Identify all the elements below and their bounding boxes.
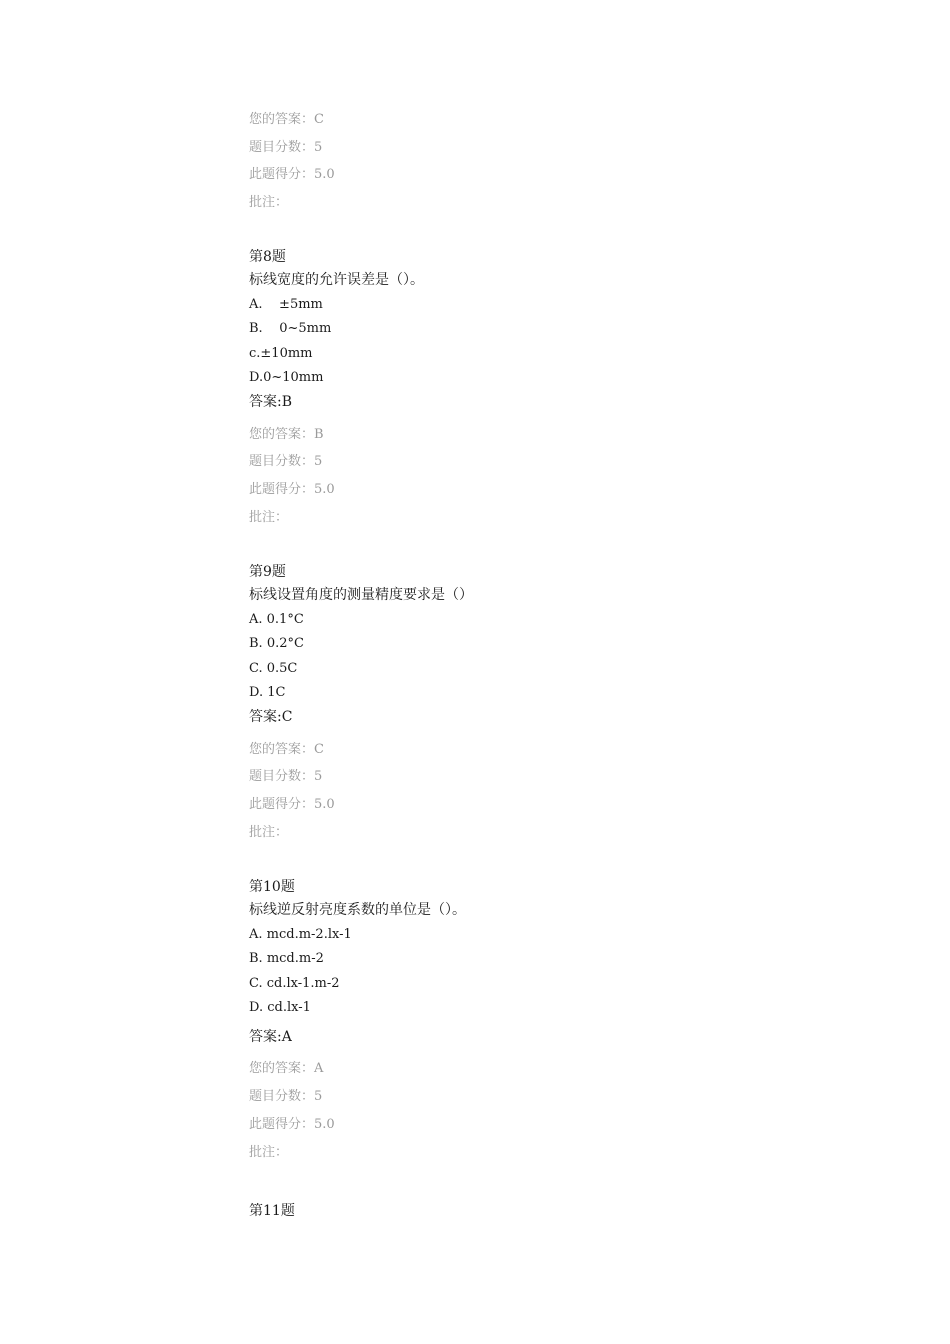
score-obtained-label: 此题得分： [249, 482, 315, 497]
your-answer-row [249, 113, 324, 126]
your-answer-label: 您的答案： [249, 427, 315, 442]
option-c: C. cd.lx-1.m-2 [249, 976, 340, 991]
option-b: B. 0~5mm [249, 321, 332, 336]
your-answer-value: C [314, 742, 324, 757]
score-obtained-value: 5.0 [314, 482, 335, 497]
question-score-value: 5 [314, 140, 323, 155]
option-b: B. mcd.m-2 [249, 951, 324, 966]
question-title: 第8题 [249, 249, 286, 265]
score-obtained-row [249, 1118, 335, 1131]
option-a: A. ±5mm [249, 297, 323, 312]
question-title: 第11题 [249, 1203, 295, 1219]
your-answer-label: 您的答案： [249, 1061, 315, 1076]
option-a: A. 0.1°C [249, 612, 304, 627]
score-obtained-value: 5.0 [314, 1117, 335, 1132]
comment-label: 批注： [249, 195, 289, 210]
option-b: B. 0.2°C [249, 636, 304, 651]
comment-row [249, 196, 288, 209]
comment-label: 批注： [249, 1145, 289, 1160]
your-answer-row [249, 1062, 323, 1075]
your-answer-row [249, 743, 324, 756]
question-score-row [249, 141, 322, 154]
comment-row [249, 1146, 288, 1159]
question-score-row [249, 455, 322, 468]
score-obtained-label: 此题得分： [249, 797, 315, 812]
score-obtained-value: 5.0 [314, 797, 335, 812]
question-score-label: 题目分数： [249, 1089, 315, 1104]
question-score-value: 5 [314, 1089, 323, 1104]
score-obtained-row [249, 798, 335, 811]
question-title: 第9题 [249, 564, 286, 580]
correct-answer: 答案:C [249, 709, 293, 725]
question-score-label: 题目分数： [249, 454, 315, 469]
question-score-row [249, 770, 322, 783]
your-answer-label: 您的答案： [249, 112, 315, 127]
question-score-label: 题目分数： [249, 769, 315, 784]
your-answer-value: C [314, 112, 324, 127]
score-obtained-value: 5.0 [314, 167, 335, 182]
comment-row [249, 511, 288, 524]
option-a: A. mcd.m-2.lx-1 [249, 927, 352, 942]
question-score-row [249, 1090, 322, 1103]
comment-label: 批注： [249, 510, 289, 525]
question-score-value: 5 [314, 769, 323, 784]
correct-answer: 答案:A [249, 1029, 292, 1045]
option-d: D. cd.lx-1 [249, 1000, 311, 1015]
score-obtained-row [249, 168, 335, 181]
correct-answer: 答案:B [249, 394, 293, 410]
option-d: D. 1C [249, 685, 286, 700]
your-answer-value: A [314, 1061, 324, 1076]
option-c: c.±10mm [249, 346, 313, 361]
your-answer-row [249, 428, 324, 441]
option-d: D.0~10mm [249, 370, 324, 385]
question-title: 第10题 [249, 879, 295, 895]
comment-label: 批注： [249, 825, 289, 840]
question-text: 标线逆反射亮度系数的单位是（）。 [249, 902, 466, 918]
question-text: 标线设置角度的测量精度要求是（） [249, 587, 473, 603]
score-obtained-label: 此题得分： [249, 167, 315, 182]
score-obtained-row [249, 483, 335, 496]
option-c: C. 0.5C [249, 661, 298, 676]
question-score-label: 题目分数： [249, 140, 315, 155]
your-answer-label: 您的答案： [249, 742, 315, 757]
question-text: 标线宽度的允许误差是（）。 [249, 272, 424, 288]
comment-row [249, 826, 288, 839]
score-obtained-label: 此题得分： [249, 1117, 315, 1132]
question-score-value: 5 [314, 454, 323, 469]
your-answer-value: B [314, 427, 324, 442]
